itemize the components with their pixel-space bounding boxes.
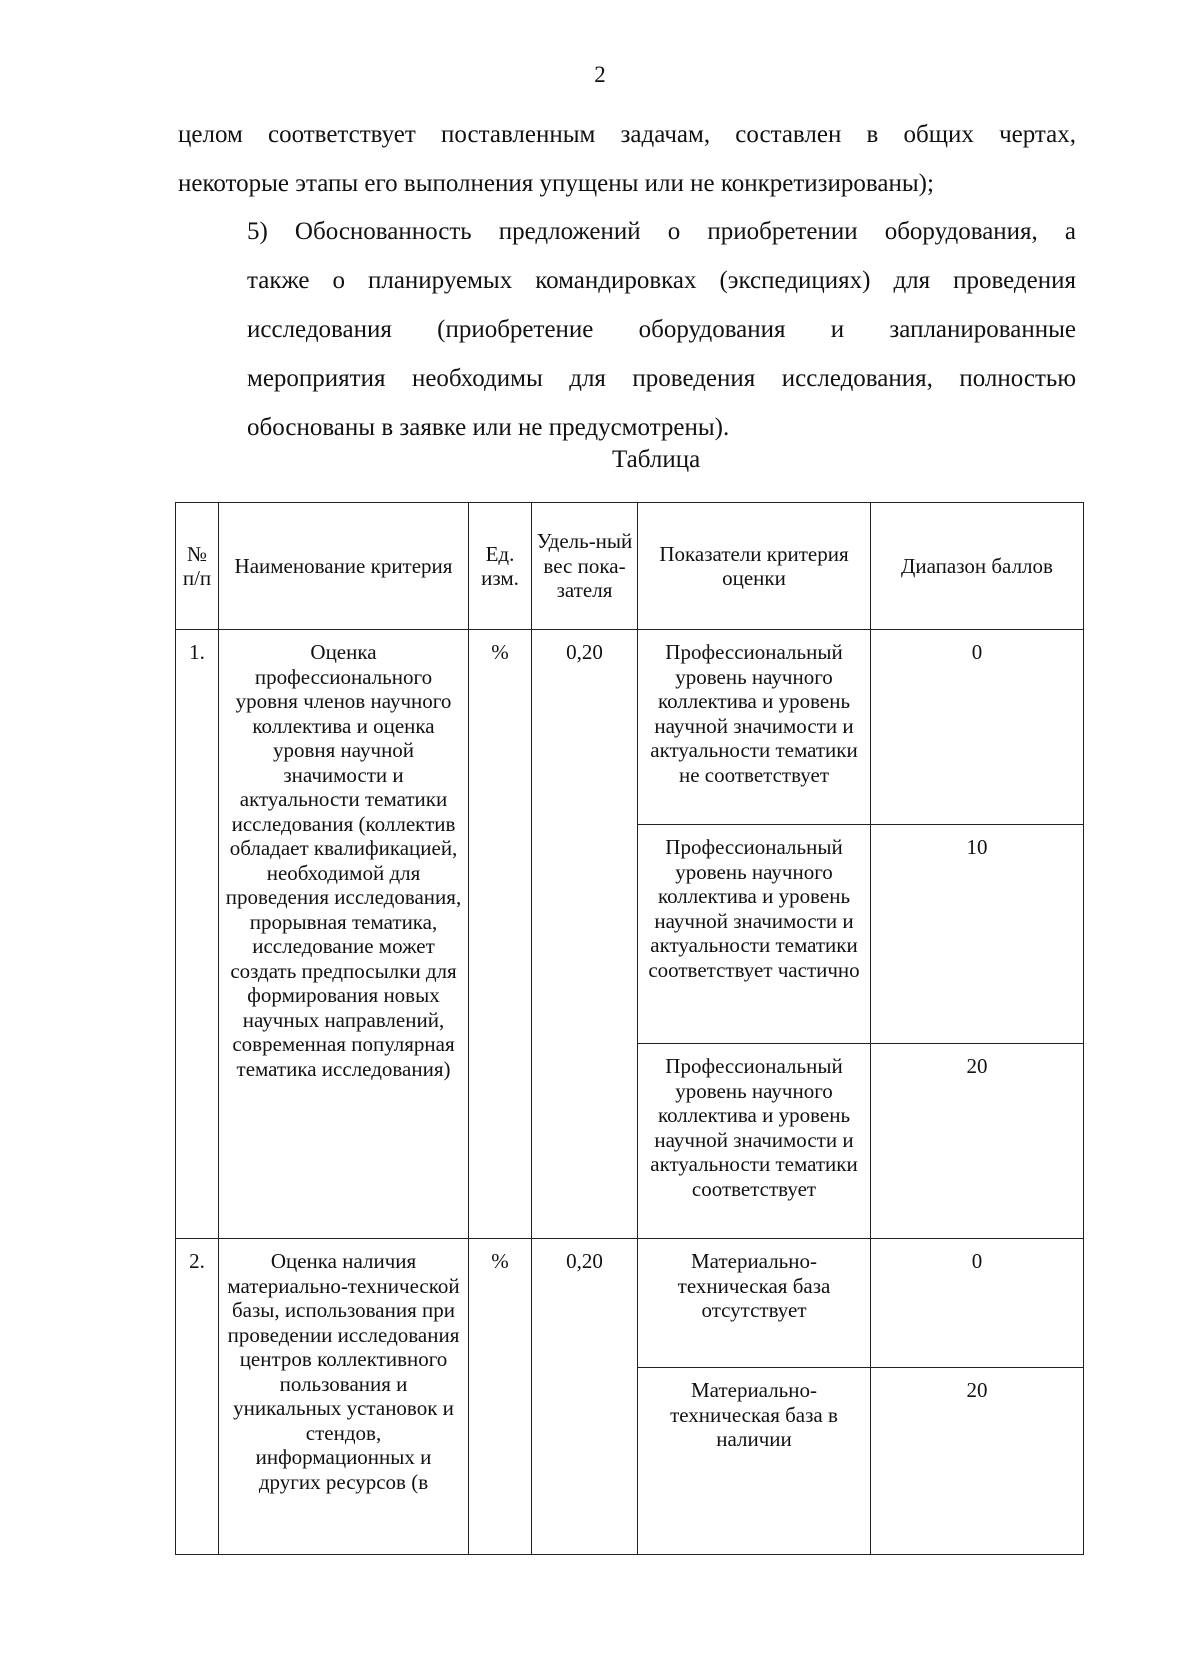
indicator-score: 20 (871, 1044, 1084, 1239)
header-weight: Удель-ный вес пока-зателя (532, 503, 638, 630)
row-number: 2. (176, 1239, 219, 1555)
criterion-unit: % (469, 1239, 532, 1555)
indicator-text: Профессиональный уровень научного коллектива и уровень научной значимости и актуальности тематики не соответствует (638, 630, 871, 825)
indicator-text: Профессиональный уровень научного коллектива и уровень научной значимости и актуальности тематики соответствует частично (638, 825, 871, 1044)
criterion-unit: % (469, 630, 532, 1239)
paragraph-continuation (178, 110, 1076, 208)
indicator-text: Материально-техническая база в наличии (638, 1368, 871, 1555)
paragraph-item-5 (178, 207, 1076, 452)
table-header-row (176, 503, 1084, 630)
indicator-text: Профессиональный уровень научного коллектива и уровень научной значимости и актуальности тематики соответствует (638, 1044, 871, 1239)
indicator-score: 10 (871, 825, 1084, 1044)
table-caption: Таблица (612, 446, 701, 473)
header-unit: Ед. изм. (469, 503, 532, 630)
criterion-weight: 0,20 (532, 1239, 638, 1555)
indicator-score: 20 (871, 1368, 1084, 1555)
row-number: 1. (176, 630, 219, 1239)
indicator-score: 0 (871, 1239, 1084, 1368)
paragraph-line: целом соответствует поставленным задачам, составлен в общих чертах, (178, 121, 1076, 148)
criterion-name: Оценка профессионального уровня членов научного коллектива и оценка уровня научной значимости и актуальности тематики исследования (коллектив обладает квалификацией, необходимой для проведения исследования, прорывная тематика, исследование может создать предпосылки для формирования новых научных направлений, современная популярная тематика исследования) (219, 630, 469, 1239)
indicator-text: Материально-техническая база отсутствует (638, 1239, 871, 1368)
criterion-weight: 0,20 (532, 630, 638, 1239)
paragraph-line: обоснованы в заявке или не предусмотрены). (247, 414, 730, 441)
paragraph-line: 5) Обоснованность предложений о приобретении оборудования, а (247, 218, 1076, 245)
indicator-score: 0 (871, 630, 1084, 825)
paragraph-line: некоторые этапы его выполнения упущены или не конкретизированы); (178, 170, 934, 197)
paragraph-line: мероприятия необходимы для проведения исследования, полностью (247, 365, 1076, 392)
table-row (176, 630, 1084, 825)
table-row (176, 1239, 1084, 1368)
header-name: Наименование критерия (219, 503, 469, 630)
header-indicators: Показатели критерия оценки (638, 503, 871, 630)
paragraph-line: исследования (приобретение оборудования и запланированные (247, 316, 1076, 343)
criteria-table (175, 502, 1084, 1555)
header-range: Диапазон баллов (871, 503, 1084, 630)
paragraph-line: также о планируемых командировках (экспедициях) для проведения (247, 267, 1076, 294)
page-number: 2 (594, 62, 606, 87)
header-number: № п/п (176, 503, 219, 630)
criterion-name: Оценка наличия материально-технической базы, использования при проведении исследования центров коллективного пользования и уникальных установок и стендов, информационных и других ресурсов (в (219, 1239, 469, 1555)
